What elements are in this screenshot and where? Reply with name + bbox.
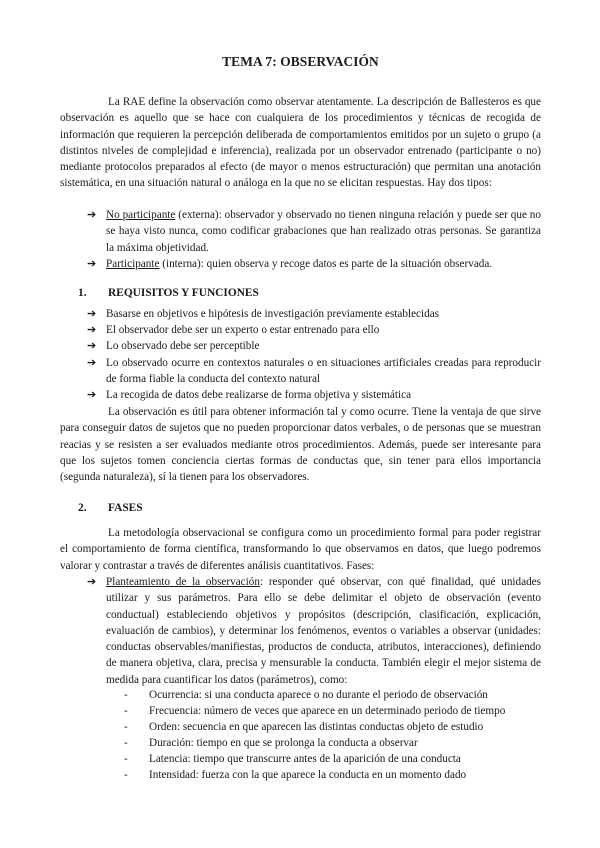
arrow-bullet-icon: ➔ xyxy=(87,340,97,352)
phase-item-planteamiento xyxy=(82,574,541,688)
intro-paragraph: La RAE define la observación como observar atentamente. La descripción de Ballesteros es que observación es aquello que se hace con cualquiera de los procedimientos y técnicas de recogida de información que requieren la percepción deliberada de comportamientos emitidos por un sujeto o grupo (a distintos niveles de complejidad e inferencia), realizada por un observador entrenado (participante o no) mediante protocolos preparados al efecto (de mayor o menos estructuración) que permitan una anotación sistemática, en una situación natural o análoga en la que no se elicitan respuestas. Hay dos tipos: xyxy=(60,96,541,190)
arrow-bullet-icon: ➔ xyxy=(87,357,97,369)
parameter-item xyxy=(124,751,541,767)
parameter-text: Frecuencia: número de veces que aparece en un determinado periodo de tiempo xyxy=(149,705,506,717)
requirement-item xyxy=(82,306,541,322)
type-item-no-participante xyxy=(82,207,541,256)
requirement-text: Lo observado ocurre en contextos naturales o en situaciones artificiales creadas para reproducir de forma fiable la conducta del contexto natural xyxy=(106,357,541,386)
section1-paragraph: La observación es útil para obtener información tal y como ocurre. Tiene la ventaja de que sirve para conseguir datos de sujetos que no pueden proporcionar datos verbales, o de personas que se muestran reacias y se resisten a ser evaluados mediante otros procedimientos. Además, puede ser interesante para que los sujetos tomen conciencia ciertas formas de conductas que, sin tener para ellos importancia (segunda naturaleza), sí la tienen para los observadores. xyxy=(60,406,541,484)
page-title: TEMA 7: OBSERVACIÓN xyxy=(222,54,379,69)
parameter-text: Ocurrencia: si una conducta aparece o no durante el periodo de observación xyxy=(149,689,488,701)
phase-term: Planteamiento de la observación xyxy=(106,576,260,588)
parameter-text: Intensidad: fuerza con la que aparece la conducta en un momento dado xyxy=(149,769,467,781)
requirement-text: Lo observado debe ser perceptible xyxy=(106,340,260,352)
requirement-text: El observador debe ser un experto o estar entrenado para ello xyxy=(106,324,380,336)
section-number: 2. xyxy=(78,502,87,514)
parameter-item xyxy=(124,735,541,751)
dash-bullet: - xyxy=(124,689,128,701)
type-item-participante xyxy=(82,256,541,272)
parameter-item xyxy=(124,687,541,703)
parameter-item xyxy=(124,719,541,735)
dash-bullet: - xyxy=(124,705,128,717)
dash-bullet: - xyxy=(124,769,128,781)
requirement-text: La recogida de datos debe realizarse de forma objetiva y sistemática xyxy=(106,389,412,401)
type-description: (externa): observador y observado no tienen ninguna relación y puede ser que no se haya visto nunca, como codificar grabaciones que han realizado otras personas. Se garantiza la máxima objetividad. xyxy=(106,209,541,254)
section-heading-requisitos xyxy=(78,287,259,299)
dash-bullet: - xyxy=(124,737,128,749)
section-heading-fases xyxy=(78,502,143,514)
dash-bullet: - xyxy=(124,721,128,733)
requirement-text: Basarse en objetivos e hipótesis de investigación previamente establecidas xyxy=(106,308,440,320)
section-title: FASES xyxy=(108,502,143,514)
section-number: 1. xyxy=(78,287,87,299)
arrow-bullet-icon: ➔ xyxy=(87,258,97,270)
parameter-item xyxy=(124,703,541,719)
arrow-bullet-icon: ➔ xyxy=(87,576,97,588)
dash-bullet: - xyxy=(124,753,128,765)
parameter-text: Duración: tiempo en que se prolonga la conducta a observar xyxy=(149,737,418,749)
arrow-bullet-icon: ➔ xyxy=(87,389,97,401)
section-title: REQUISITOS Y FUNCIONES xyxy=(108,287,259,299)
requirement-item xyxy=(82,322,541,338)
parameter-text: Orden: secuencia en que aparecen las distintas conductas objeto de estudio xyxy=(149,721,484,733)
type-term: No participante xyxy=(106,209,176,221)
section2-paragraph: La metodología observacional se configura como un procedimiento formal para poder registrar el comportamiento de forma científica, transformando lo que observamos en datos, que luego podremos valorar y contrastar a través de diferentes análisis cuantitativos. Fases: xyxy=(60,527,541,572)
phase-description: : responder qué observar, con qué finalidad, qué unidades utilizar y sus parámetros. Para ello se debe delimitar el objeto de observación (evento conductual) estableciendo objetivos y propósitos (descripción, clasificación, explicación, evaluación de cambios), y determinar los fenómenos, eventos o variables a observar (unidades: conductas observables/manifiestas, productos de conducta, atributos, interacciones), definiendo de manera objetiva, clara, precisa y mensurable la conducta. También elegir el mejor sistema de medida para cuantificar los datos (parámetros), como: xyxy=(106,576,542,686)
requirement-item xyxy=(82,387,541,403)
type-term: Participante xyxy=(106,258,160,270)
parameter-text: Latencia: tiempo que transcurre antes de la aparición de una conducta xyxy=(149,753,461,765)
requirement-item xyxy=(82,338,541,354)
arrow-bullet-icon: ➔ xyxy=(87,209,97,221)
type-description: (interna): quien observa y recoge datos es parte de la situación observada. xyxy=(159,258,493,270)
parameter-item xyxy=(124,767,541,783)
arrow-bullet-icon: ➔ xyxy=(87,308,97,320)
arrow-bullet-icon: ➔ xyxy=(87,324,97,336)
requirement-item xyxy=(82,355,541,388)
